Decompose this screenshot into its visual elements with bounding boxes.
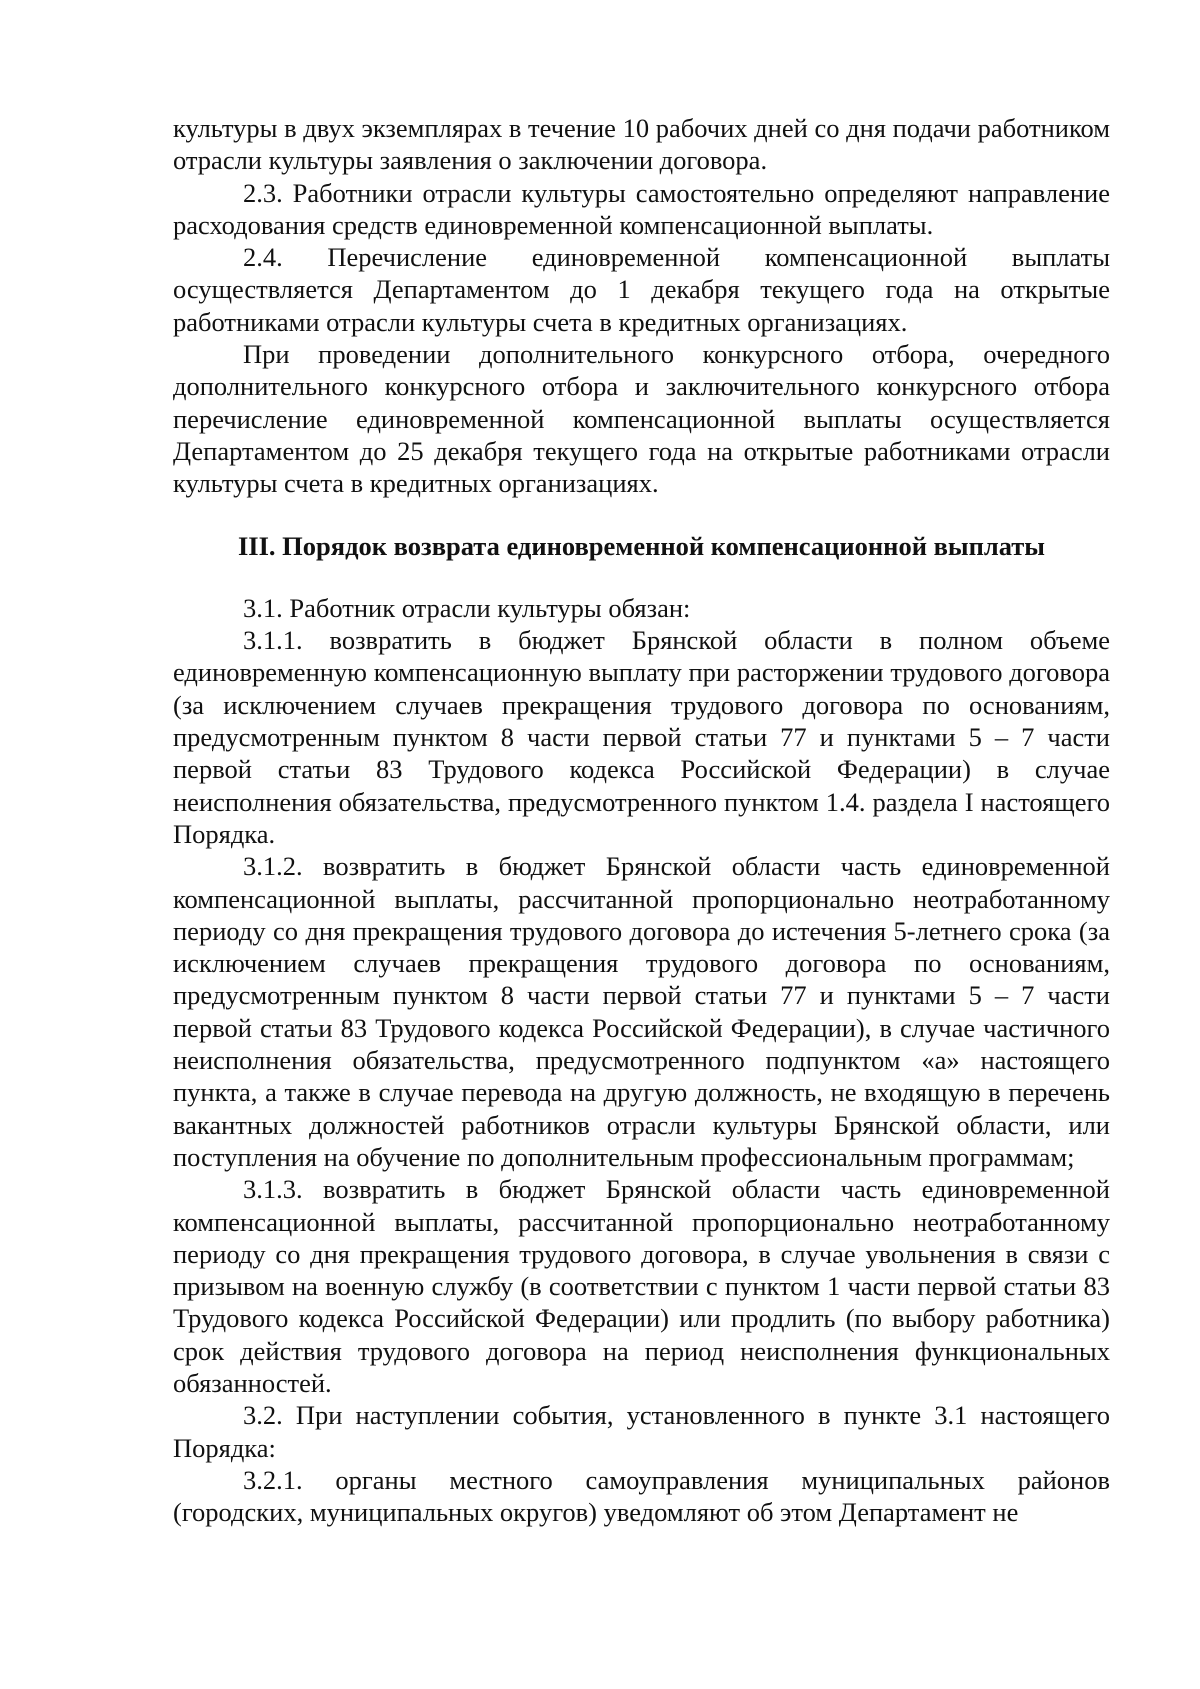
paragraph-2-4: 2.4. Перечисление единовременной компенсационной выплаты осуществляется Департаментом до 1 декабря текущего года на открытые работниками отрасли культуры счета в кредитных организациях.	[173, 242, 1110, 337]
paragraph-2-3: 2.3. Работники отрасли культуры самостоятельно определяют направление расходования средств единовременной компенсационной выплаты.	[173, 177, 1110, 240]
paragraph-3-1-1: 3.1.1. возвратить в бюджет Брянской области в полном объеме единовременную компенсационную выплату при расторжении трудового договора (за исключением случаев прекращения трудового договора по основаниям, предусмотренным пунктом 8 части первой статьи 77 и пунктами 5 – 7 части первой статьи 83 Трудового кодекса Российской Федерации) в случае неисполнения обязательства, предусмотренного пунктом 1.4. раздела I настоящего Порядка.	[173, 625, 1110, 849]
section-heading: III. Порядок возврата единовременной компенсационной выплаты	[237, 530, 1045, 561]
paragraph-3-1-3: 3.1.3. возвратить в бюджет Брянской области часть единовременной компенсационной выплаты, рассчитанной пропорционально неотработанному периоду со дня прекращения трудового договора, в случае увольнения в связи с призывом на военную службу (в соответствии с пунктом 1 части первой статьи 83 Трудового кодекса Российской Федерации) или продлить (по выбору работника) срок действия трудового договора на период неисполнения функциональных обязанностей.	[173, 1174, 1110, 1398]
paragraph-continuation: культуры в двух экземплярах в течение 10 рабочих дней со дня подачи работником отрасли культуры заявления о заключении договора.	[173, 113, 1110, 176]
paragraph-additional-selection: При проведении дополнительного конкурсного отбора, очередного дополнительного конкурсного отбора и заключительного конкурсного отбора перечисление единовременной компенсационной выплаты осуществляется Департаментом до 25 декабря текущего года на открытые работниками отрасли культуры счета в кредитных организациях.	[173, 339, 1110, 499]
document-page	[173, 112, 1110, 1528]
paragraph-3-1: 3.1. Работник отрасли культуры обязан:	[243, 592, 691, 623]
paragraph-3-1-2: 3.1.2. возвратить в бюджет Брянской области часть единовременной компенсационной выплаты, рассчитанной пропорционально неотработанному периоду со дня прекращения трудового договора до истечения 5-летнего срока (за исключением случаев прекращения трудового договора по основаниям, предусмотренным пунктом 8 части первой статьи 77 и пунктами 5 – 7 части первой статьи 83 Трудового кодекса Российской Федерации), в случае частичного неисполнения обязательства, предусмотренного подпунктом «а» настоящего пункта, а также в случае перевода на другую должность, не входящую в перечень вакантных должностей работников отрасли культуры Брянской области, или поступления на обучение по дополнительным профессиональным программам;	[173, 851, 1110, 1172]
paragraph-3-2: 3.2. При наступлении события, установленного в пункте 3.1 настоящего Порядка:	[173, 1400, 1110, 1463]
paragraph-3-2-1: 3.2.1. органы местного самоуправления муниципальных районов (городских, муниципальных округов) уведомляют об этом Департамент не	[173, 1464, 1110, 1528]
